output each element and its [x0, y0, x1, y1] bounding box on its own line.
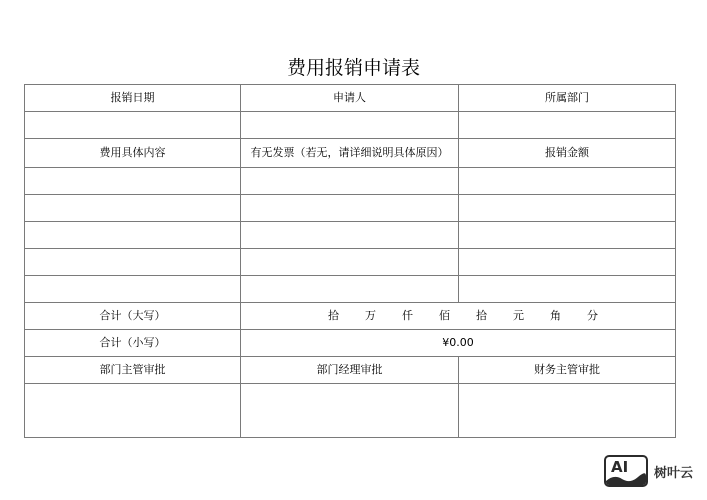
detail-content-cell[interactable] — [25, 249, 241, 276]
unit-label: 元 — [513, 309, 524, 322]
form-title: 费用报销申请表 — [286, 57, 420, 79]
unit-label: 万 — [365, 309, 376, 322]
detail-row — [25, 276, 676, 303]
detail-amount-cell[interactable] — [459, 276, 676, 303]
dept-manager-signature-cell[interactable] — [241, 384, 459, 438]
total-upper-row — [25, 303, 676, 330]
approval-header-row — [25, 357, 676, 384]
unit-label: 仟 — [402, 309, 413, 322]
unit-label: 角 — [550, 309, 561, 322]
detail-content-cell[interactable] — [25, 168, 241, 195]
approval-signature-row — [25, 384, 676, 438]
detail-invoice-cell[interactable] — [241, 195, 459, 222]
detail-invoice-cell[interactable] — [241, 276, 459, 303]
logo-brand-text: 树叶云 — [654, 465, 694, 481]
detail-invoice-cell[interactable] — [241, 222, 459, 249]
invoice-header-text: 有无发票（若无，请详细说明具体原因） — [250, 146, 449, 159]
detail-row — [25, 195, 676, 222]
approval-finance-supervisor-label: 财务主管审批 — [459, 357, 676, 384]
detail-row — [25, 222, 676, 249]
watermark-logo — [604, 454, 693, 488]
total-lower-row — [25, 330, 676, 357]
department-input-cell[interactable] — [459, 112, 676, 139]
header-input-row — [25, 112, 676, 139]
total-lower-value[interactable]: ¥0.00 — [241, 330, 676, 357]
detail-invoice-cell[interactable] — [241, 249, 459, 276]
detail-header-row — [25, 139, 676, 168]
header-cell-date: 报销日期 — [25, 85, 241, 112]
applicant-input-cell[interactable] — [241, 112, 459, 139]
reimbursement-form-table — [24, 84, 676, 438]
finance-supervisor-signature-cell[interactable] — [459, 384, 676, 438]
date-input-cell[interactable] — [25, 112, 241, 139]
header-cell-department: 所属部门 — [459, 85, 676, 112]
detail-header-invoice — [241, 139, 459, 168]
detail-content-cell[interactable] — [25, 195, 241, 222]
unit-label: 拾 — [328, 309, 339, 322]
header-cell-applicant: 申请人 — [241, 85, 459, 112]
detail-row — [25, 249, 676, 276]
detail-amount-cell[interactable] — [459, 249, 676, 276]
logo-badge-text: AI — [611, 458, 629, 476]
total-upper-units — [241, 309, 675, 323]
detail-amount-cell[interactable] — [459, 195, 676, 222]
detail-content-cell[interactable] — [25, 276, 241, 303]
total-upper-label: 合计（大写） — [25, 303, 241, 330]
ai-logo-icon — [604, 455, 648, 487]
detail-header-amount: 报销金额 — [459, 139, 676, 168]
unit-label: 分 — [587, 309, 598, 322]
detail-invoice-cell[interactable] — [241, 168, 459, 195]
approval-dept-supervisor-label: 部门主管审批 — [25, 357, 241, 384]
logo-wave-icon — [606, 471, 646, 485]
approval-dept-manager-label: 部门经理审批 — [241, 357, 459, 384]
detail-amount-cell[interactable] — [459, 222, 676, 249]
unit-label: 拾 — [476, 309, 487, 322]
detail-row — [25, 168, 676, 195]
unit-label: 佰 — [439, 309, 450, 322]
total-upper-value-cell[interactable] — [241, 303, 676, 330]
detail-content-cell[interactable] — [25, 222, 241, 249]
header-row — [25, 85, 676, 112]
total-lower-label: 合计（小写） — [25, 330, 241, 357]
detail-amount-cell[interactable] — [459, 168, 676, 195]
detail-header-content: 费用具体内容 — [25, 139, 241, 168]
dept-supervisor-signature-cell[interactable] — [25, 384, 241, 438]
